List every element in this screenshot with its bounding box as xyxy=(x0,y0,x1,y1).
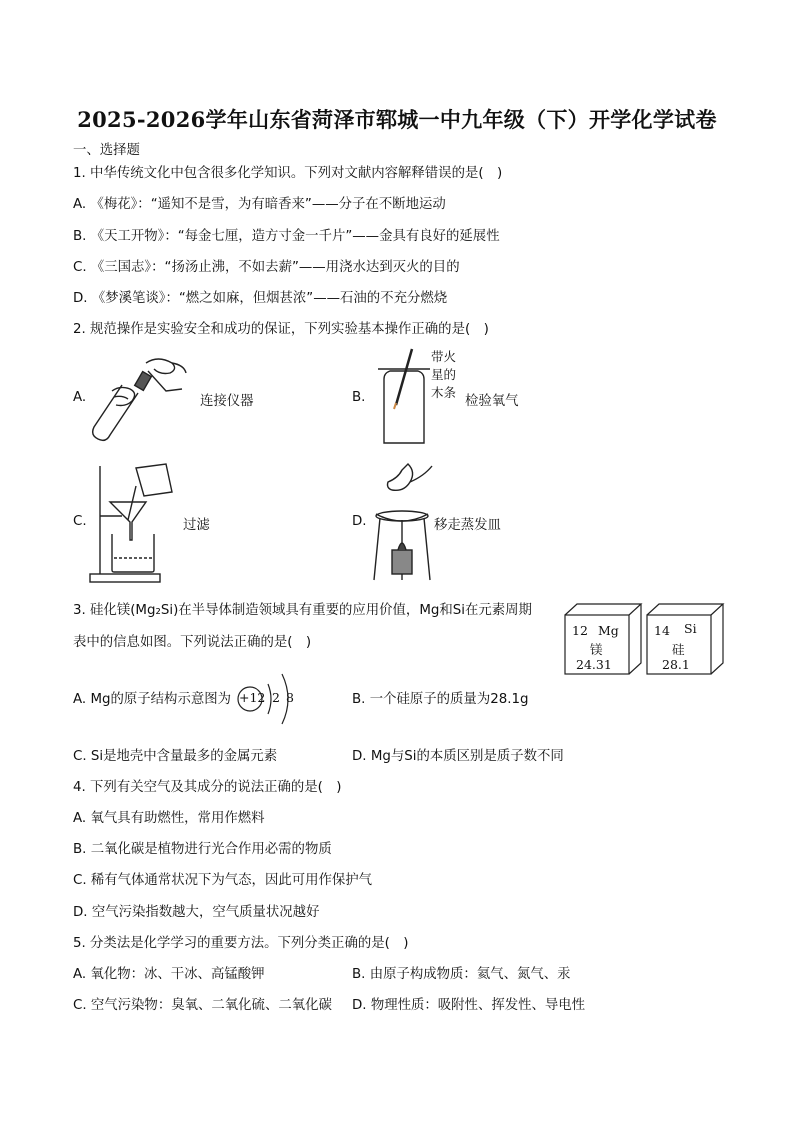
q3-stem-line2: 表中的信息如图。下列说法正确的是( ) xyxy=(73,635,312,650)
q1-option-d: D. 《梦溪笔谈》：“燃之如麻，但烟甚浓”——石油的不充分燃烧 xyxy=(73,291,448,306)
q2-option-c-caption: 过滤 xyxy=(183,518,210,533)
splint-note-line1: 带火 xyxy=(431,349,457,364)
si-element-card xyxy=(646,603,724,675)
q3-option-d: D. Mg与Si的本质区别是质子数不同 xyxy=(352,749,564,764)
mg-atomic-number: 12 xyxy=(572,623,588,638)
si-atomic-number: 14 xyxy=(654,623,670,638)
q4-option-d: D. 空气污染指数越大，空气质量状况越好 xyxy=(73,905,320,920)
evaporating-dish-figure xyxy=(368,462,438,584)
q3-option-a: A. Mg的原子结构示意图为 xyxy=(73,692,232,707)
q5-option-a: A. 氧化物：冰、干冰、高锰酸钾 xyxy=(73,967,265,982)
q2-option-d-caption: 移走蒸发皿 xyxy=(434,518,501,533)
q3-option-c: C. Si是地壳中含量最多的金属元素 xyxy=(73,749,278,764)
si-name: 硅 xyxy=(672,642,685,657)
q5-option-c: C. 空气污染物：臭氧、二氧化硫、二氧化碳 xyxy=(73,998,332,1013)
mg-atomic-mass: 24.31 xyxy=(576,657,612,672)
q5-option-d: D. 物理性质：吸附性、挥发性、导电性 xyxy=(352,998,586,1013)
q4-option-c: C. 稀有气体通常状况下为气态，因此可用作保护气 xyxy=(73,873,373,888)
splint-note-line3: 木条 xyxy=(431,385,457,400)
si-atomic-mass: 28.1 xyxy=(662,657,690,672)
q1-stem: 1. 中华传统文化中包含很多化学知识。下列对文献内容解释错误的是( ) xyxy=(73,166,503,181)
q1-option-c: C. 《三国志》：“扬汤止沸，不如去薪”——用浇水达到灭火的目的 xyxy=(73,260,460,275)
oxygen-test-figure xyxy=(372,345,432,445)
q1-option-a: A. 《梅花》：“遥知不是雪，为有暗香来”——分子在不断地运动 xyxy=(73,197,446,212)
q3-stem-line1: 3. 硅化镁(Mg₂Si)在半导体制造领域具有重要的应用价值，Mg和Si在元素周期 xyxy=(73,603,532,618)
q5-option-b: B. 由原子构成物质：氦气、氮气、汞 xyxy=(352,967,571,982)
q2-option-c-label: C. xyxy=(73,514,87,529)
mg-symbol: Mg xyxy=(598,623,619,638)
mg-shell2-electrons: 8 xyxy=(286,690,294,705)
q2-option-d-label: D. xyxy=(352,514,367,529)
mg-nucleus-charge: +12 xyxy=(239,690,266,705)
q2-option-b-label: B. xyxy=(352,390,366,405)
q2-stem: 2. 规范操作是实验安全和成功的保证，下列实验基本操作正确的是( ) xyxy=(73,322,489,337)
connect-apparatus-figure xyxy=(86,355,186,445)
filtration-figure xyxy=(88,462,178,584)
q1-option-b: B. 《天工开物》：“每金七厘，造方寸金一千片”——金具有良好的延展性 xyxy=(73,229,500,244)
mg-shell1-electrons: 2 xyxy=(272,690,280,705)
splint-note-line2: 星的 xyxy=(431,367,457,382)
q3-option-b: B. 一个硅原子的质量为28.1g xyxy=(352,692,529,707)
q4-stem: 4. 下列有关空气及其成分的说法正确的是( ) xyxy=(73,780,342,795)
q2-option-a-label: A. xyxy=(73,390,87,405)
q4-option-a: A. 氧气具有助燃性，常用作燃料 xyxy=(73,811,265,826)
q2-option-b-caption: 检验氧气 xyxy=(465,394,519,409)
mg-name: 镁 xyxy=(590,642,603,657)
page-title: 2025-2026学年山东省菏泽市郓城一中九年级（下）开学化学试卷 xyxy=(77,107,717,132)
splint-note xyxy=(431,348,456,402)
mg-element-card xyxy=(564,603,642,675)
q2-option-a-caption: 连接仪器 xyxy=(200,394,254,409)
section-heading: 一、选择题 xyxy=(73,143,140,158)
q5-stem: 5. 分类法是化学学习的重要方法。下列分类正确的是( ) xyxy=(73,936,409,951)
q4-option-b: B. 二氧化碳是植物进行光合作用必需的物质 xyxy=(73,842,332,857)
si-symbol: Si xyxy=(684,621,697,636)
